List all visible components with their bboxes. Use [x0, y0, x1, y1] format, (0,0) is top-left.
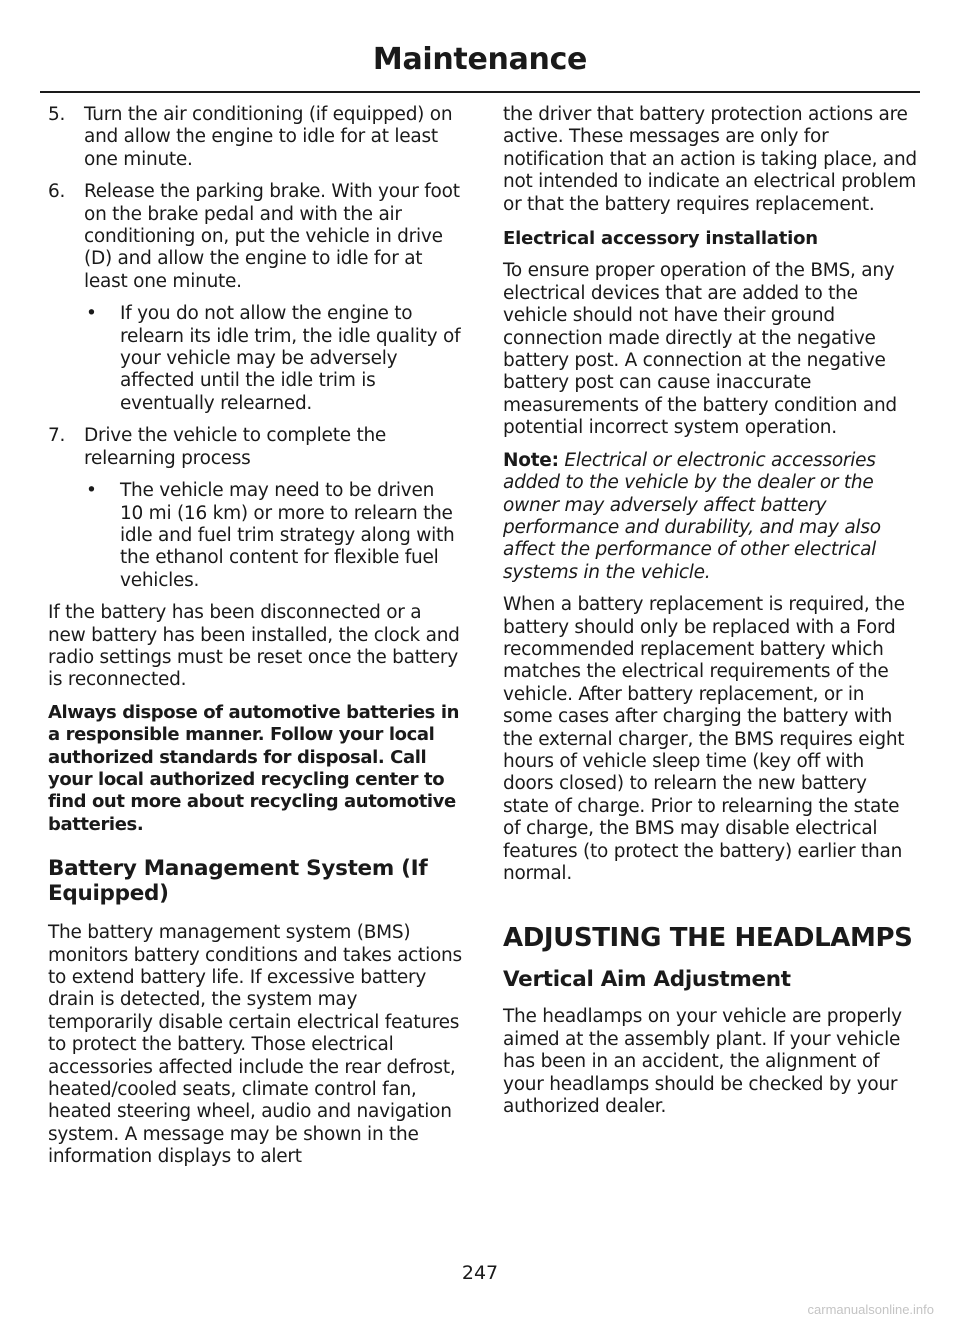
header-divider	[40, 91, 920, 93]
step-number: 6.	[48, 181, 66, 203]
page-number: 247	[461, 1262, 499, 1284]
paragraph-vertical-aim: The headlamps on your vehicle are properly aimed at the assembly plant. If your vehicle has been in an accident, the alignment of your headlamps should be checked by your authorized dealer.	[503, 1006, 902, 1118]
step-7	[48, 425, 462, 470]
bullet-idle-trim	[48, 303, 462, 415]
accessory-heading: Electrical accessory installation	[503, 228, 818, 250]
paragraph-bms: The battery management system (BMS) monitors battery conditions and takes actions to extend battery life. If excessive battery drain is detected, the system may temporarily disable certain electrical features to protect the battery. Those electrical accessories affected include the rear defrost, heated/cooled seats, climate control fan, heated steering wheel, audio and navigation system. A message may be shown in the information displays to alert	[48, 922, 462, 1168]
note-label: Note:	[503, 449, 559, 471]
chapter-heading: ADJUSTING THE HEADLAMPS	[503, 923, 913, 954]
step-text: Turn the air conditioning (if equipped) on and allow the engine to idle for at least one minute.	[84, 104, 453, 170]
step-text: Drive the vehicle to complete the relearning process	[84, 425, 387, 469]
bms-heading: Battery Management System (If Equipped)	[48, 856, 428, 907]
bullet-text: The vehicle may need to be driven 10 mi (16 km) or more to relearn the idle and fuel trim strategy along with the ethanol content for flexible fuel vehicles.	[120, 480, 455, 591]
page-header-title: Maintenance	[372, 42, 588, 77]
paragraph-bms-continued: the driver that battery protection actions are active. These messages are only for notification that an action is taking place, and not intended to indicate an electrical problem or that the battery requires replacement.	[503, 104, 917, 215]
right-column	[503, 104, 917, 1128]
paragraph-disconnect: If the battery has been disconnected or a new battery has been installed, the clock and radio settings must be reset once the battery is reconnected.	[48, 602, 460, 691]
step-number: 7.	[48, 425, 66, 447]
step-6	[48, 181, 462, 293]
paragraph-replacement: When a battery replacement is required, the battery should only be replaced with a Ford recommended replacement battery which matches the electrical requirements of the vehicle. After battery replacement, or in some cases after charging the battery with the external charger, the BMS requires eight hours of vehicle sleep time (key off with doors closed) to relearn the new battery state of charge. Prior to relearning the state of charge, the BMS may disable electrical features (to protect the battery) earlier than normal.	[503, 594, 905, 884]
left-column	[48, 104, 462, 1179]
bullet-drive-distance	[48, 480, 462, 592]
watermark-text: carmanualsonline.info	[807, 1302, 934, 1317]
bullet-dot: •	[86, 303, 97, 325]
note-text: Electrical or electronic accessories added to the vehicle by the dealer or the owner may adversely affect battery performance and durability, and may also affect the performance of other electrical systems in the vehicle.	[503, 449, 881, 583]
vertical-aim-heading: Vertical Aim Adjustment	[503, 967, 791, 993]
battery-disposal-warning: Always dispose of automotive batteries in a responsible manner. Follow your local authorized standards for disposal. Call your local authorized recycling center to find out more about recycling automotive batteries.	[48, 701, 460, 835]
step-5	[48, 104, 462, 171]
bullet-text: If you do not allow the engine to relearn its idle trim, the idle quality of your vehicle may be adversely affected until the idle trim is eventually relearned.	[120, 303, 461, 414]
step-number: 5.	[48, 104, 66, 125]
bullet-dot: •	[86, 480, 97, 502]
step-text: Release the parking brake. With your foot on the brake pedal and with the air conditioning on, put the vehicle in drive (D) and allow the engine to idle for at least one minute.	[84, 181, 460, 292]
paragraph-accessory: To ensure proper operation of the BMS, any electrical devices that are added to the vehicle should not have their ground connection made directly at the negative battery post. A connection at the negative battery post can cause inaccurate measurements of the battery condition and potential incorrect system operation.	[503, 260, 897, 439]
note-paragraph	[503, 450, 917, 584]
